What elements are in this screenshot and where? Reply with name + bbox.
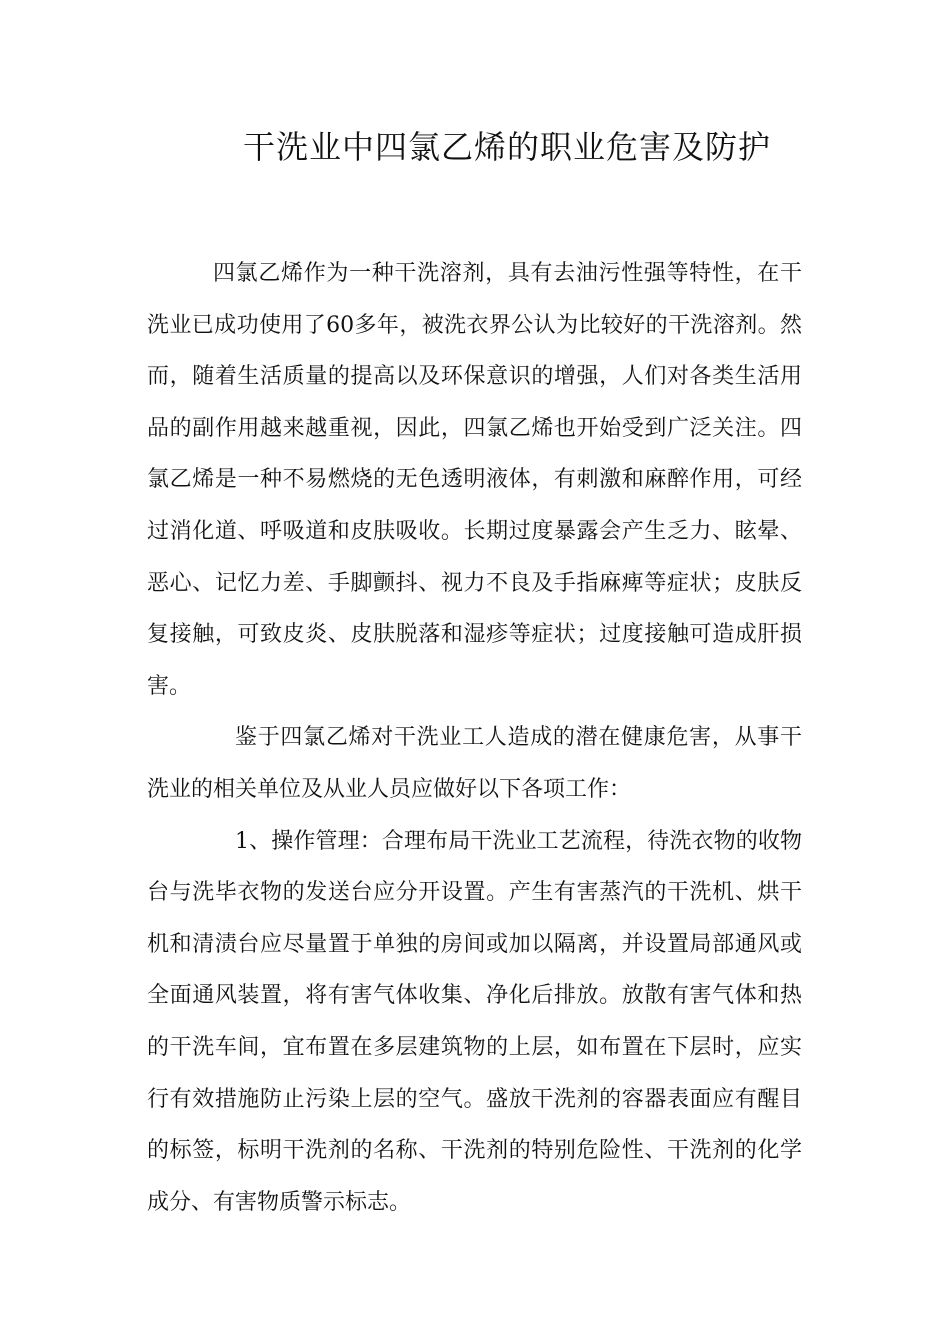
paragraph-measures-intro: 鉴于四氯乙烯对干洗业工人造成的潜在健康危害，从事干洗业的相关单位及从业人员应做好以下各项工作： xyxy=(147,725,802,802)
paragraph-intro: 四氯乙烯作为一种干洗溶剂，具有去油污性强等特性，在干洗业已成功使用了60多年，被洗衣界公认为比较好的干洗溶剂。然而，随着生活质量的提高以及环保意识的增强，人们对各类生活用品的副作用越来越重视，因此，四氯乙烯也开始受到广泛关注。四氯乙烯是一种不易燃烧的无色透明液体，有刺激和麻醉作用，可经过消化道、呼吸道和皮肤吸收。长期过度暴露会产生乏力、眩晕、恶心、记忆力差、手脚颤抖、视力不良及手指麻痺等症状；皮肤反复接触，可致皮炎、皮肤脱落和湿疹等症状；过度接触可造成肝损害。 xyxy=(147,261,802,699)
document-title: 干洗业中四氯乙烯的职业危害及防护 xyxy=(243,128,772,166)
document-body xyxy=(147,248,802,1228)
paragraph-operation-management: 1、操作管理：合理布局干洗业工艺流程，待洗衣物的收物台与洗毕衣物的发送台应分开设置。产生有害蒸汽的干洗机、烘干机和清渍台应尽量置于单独的房间或加以隔离，并设置局部通风或全面通风装置，将有害气体收集、净化后排放。放散有害气体和热的干洗车间，宜布置在多层建筑物的上层，如布置在下层时，应实行有效措施防止污染上层的空气。盛放干洗剂的容器表面应有醒目的标签，标明干洗剂的名称、干洗剂的特别危险性、干洗剂的化学成分、有害物质警示标志。 xyxy=(147,828,802,1215)
